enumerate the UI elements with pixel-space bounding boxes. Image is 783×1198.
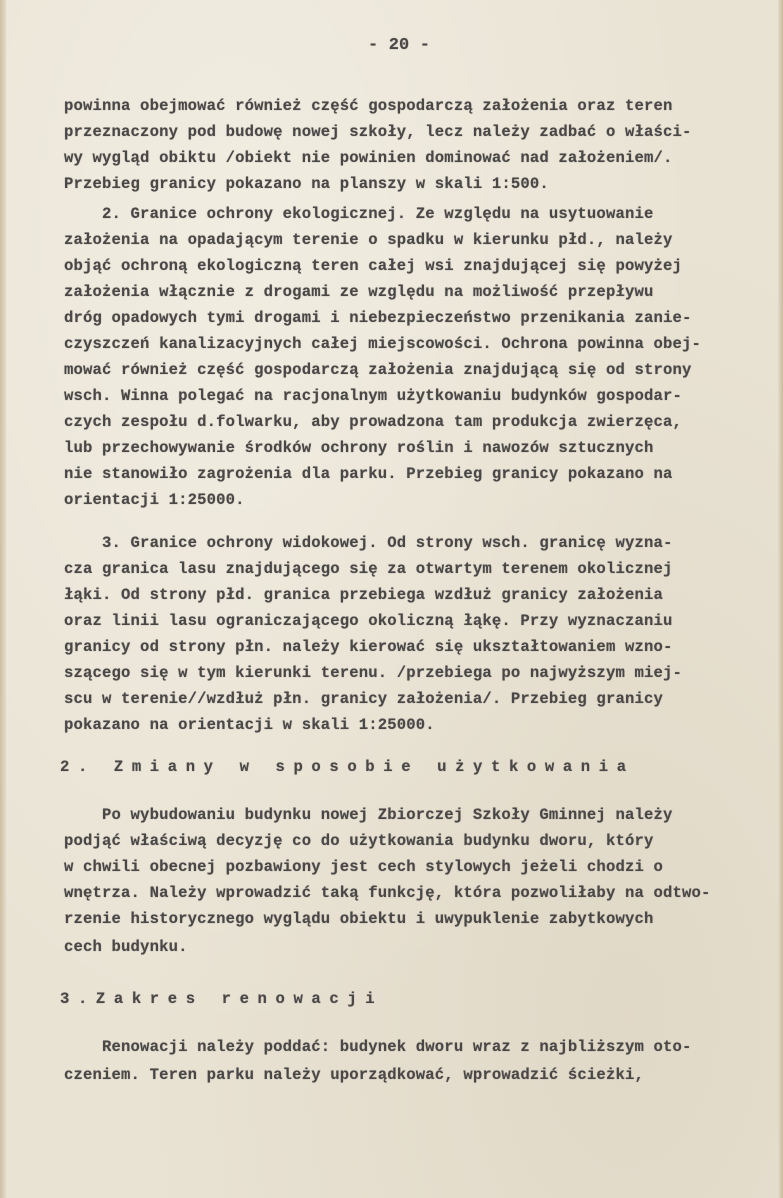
text-line: pokazano na orientacji w skali 1:25000.	[64, 716, 435, 734]
page-right-edge	[778, 0, 783, 1198]
text-line: dróg opadowych tymi drogami i niebezpieczeństwo przenikania zanie-	[64, 309, 692, 327]
text-line: czyszczeń kanalizacyjnych całej miejscowości. Ochrona powinna obej-	[64, 335, 702, 353]
text-line: cza granica lasu znajdującego się za otwartym terenem okolicznej	[64, 560, 673, 578]
text-line: Renowacji należy poddać: budynek dworu wraz z najbliższym oto-	[64, 1038, 692, 1056]
page-number: - 20 -	[368, 36, 431, 55]
text-line: oraz linii lasu ograniczającego okoliczną łąkę. Przy wyznaczaniu	[64, 612, 673, 630]
text-line: cech budynku.	[64, 938, 188, 956]
text-line: Przebieg granicy pokazano na planszy w skali 1:500.	[64, 175, 549, 193]
text-line: szącego się w tym kierunki terenu. /przebiega po najwyższym miej-	[64, 664, 683, 682]
text-line: scu w terenie//wzdłuż płn. granicy założenia/. Przebieg granicy	[64, 690, 663, 708]
section-heading-usage-changes: 2. Zmiany w sposobie użytkowania	[60, 758, 635, 776]
text-line: granicy od strony płn. należy kierować się ukształtowaniem wzno-	[64, 638, 673, 656]
text-line: 2. Granice ochrony ekologicznej. Ze względu na usytuowanie	[64, 205, 654, 223]
text-line: orientacji 1:25000.	[64, 491, 245, 509]
text-line: przeznaczony pod budowę nowej szkoły, lecz należy zadbać o właści-	[64, 123, 692, 141]
text-line: czych zespołu d.folwarku, aby prowadzona tam produkcja zwierzęca,	[64, 413, 683, 431]
text-line: Po wybudowaniu budynku nowej Zbiorczej Szkoły Gminnej należy	[64, 806, 673, 824]
text-line: nie stanowiło zagrożenia dla parku. Przebieg granicy pokazano na	[64, 465, 673, 483]
text-line: lub przechowywanie środków ochrony roślin i nawozów sztucznych	[64, 439, 654, 457]
text-line: wy wygląd obiktu /obiekt nie powinien dominować nad założeniem/.	[64, 149, 673, 167]
text-line: rzenie historycznego wyglądu obiektu i uwypuklenie zabytkowych	[64, 910, 654, 928]
text-line: w chwili obecnej pozbawiony jest cech stylowych jeżeli chodzi o	[64, 858, 663, 876]
text-line: wsch. Winna polegać na racjonalnym użytkowaniu budynków gospodar-	[64, 387, 683, 405]
text-line: objąć ochroną ekologiczną teren całej wsi znajdującej się powyżej	[64, 257, 683, 275]
text-line: łąki. Od strony płd. granica przebiega wzdłuż granicy założenia	[64, 586, 663, 604]
text-line: założenia włącznie z drogami ze względu na możliwość przepływu	[64, 283, 654, 301]
section-heading-renovation-scope: 3.Zakres renowacji	[60, 990, 384, 1008]
text-line: założenia na opadającym terenie o spadku w kierunku płd., należy	[64, 231, 673, 249]
page-left-edge	[0, 0, 6, 1198]
text-line: wnętrza. Należy wprowadzić taką funkcję, która pozwoliłaby na odtwo-	[64, 884, 711, 902]
text-line: 3. Granice ochrony widokowej. Od strony wsch. granicę wyzna-	[64, 534, 673, 552]
text-line: mować również część gospodarczą założenia znajdującą się od strony	[64, 361, 692, 379]
text-line: czeniem. Teren parku należy uporządkować, wprowadzić ścieżki,	[64, 1066, 644, 1084]
text-line: powinna obejmować również część gospodarczą założenia oraz teren	[64, 97, 673, 115]
text-line: podjąć właściwą decyzję co do użytkowania budynku dworu, który	[64, 832, 654, 850]
